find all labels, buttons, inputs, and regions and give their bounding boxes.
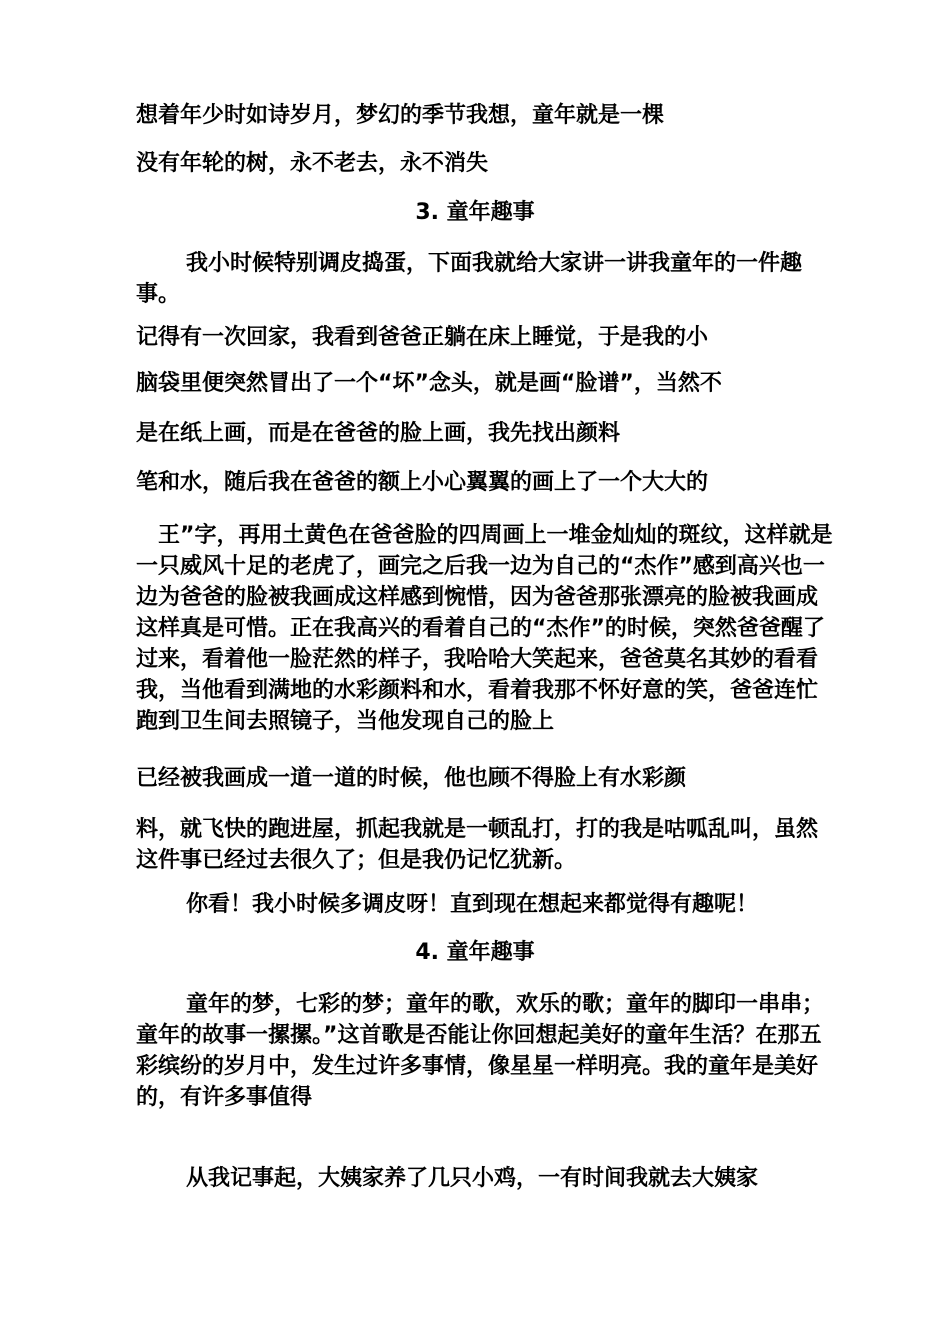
section-heading-3: 3. 童年趣事 (415, 200, 535, 225)
paragraph-song: 童年的梦，七彩的梦；童年的歌，欢乐的歌；童年的脚印一串串；童年的故事一摞摞。”这首歌是否能让你回想起美好的童年生活？在那五彩缤纷的岁月中，发生过许多事情，像星星一样明亮。我的童年是美好的，有许多事值得 (136, 992, 825, 1110)
paragraph-story: 王”字，再用土黄色在爸爸脸的四周画上一堆金灿灿的斑纹，这样就是一只威风十足的老虎了，画完之后我一边为自己的“杰作”感到高兴也一边为爸爸的脸被我画成这样感到惋惜，因为爸爸那张漂亮的脸被我画成这样真是可惜。正在我高兴的看着自己的“杰作”的时候，突然爸爸醒了过来，看着他一脸茫然的样子，我哈哈大笑起来，爸爸莫名其妙的看看我，当他看到满地的水彩颜料和水，看着我那不怀好意的笑，爸爸连忙跑到卫生间去照镜子，当他发现自己的脸上 (136, 523, 833, 734)
text-line-5: 是在纸上画，而是在爸爸的脸上画，我先找出颜料 (136, 421, 621, 446)
paragraph-chickens: 从我记事起，大姨家养了几只小鸡，一有时间我就去大姨家 (186, 1166, 759, 1191)
text-line-4: 脑袋里便突然冒出了一个“坏”念头，就是画“脸谱”，当然不 (136, 371, 722, 396)
paragraph-ending: 料，就飞快的跑进屋，抓起我就是一顿乱打，打的我是咕呱乱叫，虽然这件事已经过去很久了；但是我仍记忆犹新。 (136, 817, 819, 873)
paragraph-intro: 我小时候特别调皮捣蛋，下面我就给大家讲一讲我童年的一件趣事。 (136, 251, 803, 307)
text-line-7: 已经被我画成一道一道的时候，他也顾不得脸上有水彩颜 (136, 766, 687, 791)
text-line-6: 笔和水，随后我在爸爸的额上小心翼翼的画上了一个大大的 (136, 470, 709, 495)
text-line-2: 没有年轮的树，永不老去，永不消失 (136, 151, 489, 176)
text-line-1: 想着年少时如诗岁月，梦幻的季节我想，童年就是一棵 (136, 103, 665, 128)
paragraph-conclusion: 你看！我小时候多调皮呀！直到现在想起来都觉得有趣呢！ (186, 892, 759, 917)
section-heading-4: 4. 童年趣事 (415, 940, 535, 965)
text-line-3: 记得有一次回家，我看到爸爸正躺在床上睡觉，于是我的小 (136, 325, 709, 350)
